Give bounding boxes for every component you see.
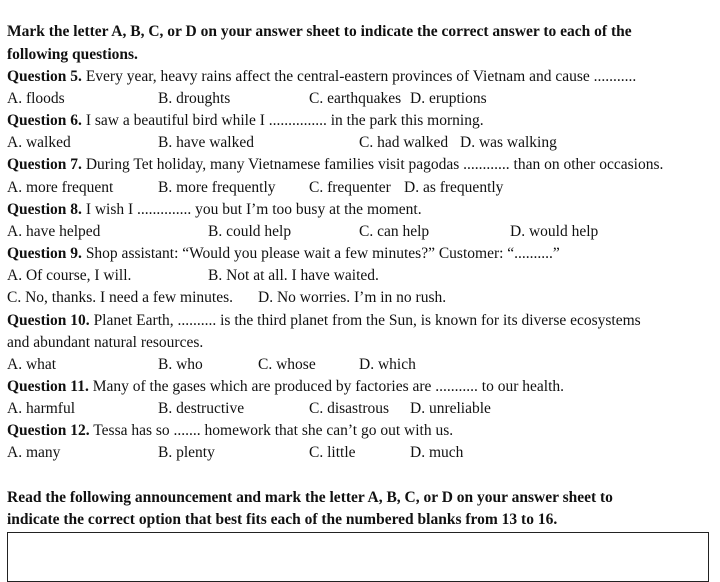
option-d: D. No worries. I’m in no rush. — [258, 289, 447, 306]
option-a: A. harmful — [7, 400, 76, 417]
option-c: C. No, thanks. I need a few minutes. — [7, 289, 233, 306]
option-b: B. Not at all. I have waited. — [208, 267, 379, 284]
section-instructions-line-1: Read the following announcement and mark the letter A, B, C, or D on your answer sheet to — [7, 489, 613, 506]
option-d: D. which — [359, 356, 416, 373]
section-instructions-line-2: indicate the correct option that best fits each of the numbered blanks from 13 to 16. — [7, 511, 558, 528]
option-b: B. more frequently — [158, 179, 276, 196]
option-c: C. whose — [258, 356, 316, 373]
option-c: C. disastrous — [309, 400, 390, 417]
option-a: A. walked — [7, 134, 71, 151]
question-11: Question 11. Many of the gases which are produced by factories are ........... to our health. — [7, 378, 564, 395]
option-b: B. destructive — [158, 400, 245, 417]
option-b: B. have walked — [158, 134, 254, 151]
option-d: D. eruptions — [410, 90, 487, 107]
instructions-line-1: Mark the letter A, B, C, or D on your answer sheet to indicate the correct answer to each of the — [7, 23, 632, 40]
option-c: C. earthquakes — [309, 90, 402, 107]
option-d: D. would help — [510, 223, 599, 240]
option-b: B. plenty — [158, 444, 215, 461]
instructions-line-2: following questions. — [7, 46, 138, 63]
option-c: C. frequenter — [309, 179, 391, 196]
option-c: C. little — [309, 444, 356, 461]
option-a: A. floods — [7, 90, 65, 107]
announcement-box — [7, 532, 709, 582]
option-a: A. what — [7, 356, 57, 373]
question-6: Question 6. I saw a beautiful bird while I ............... in the park this morning. — [7, 112, 484, 129]
option-a: A. many — [7, 444, 61, 461]
question-10-continued: and abundant natural resources. — [7, 334, 204, 351]
question-7: Question 7. During Tet holiday, many Vietnamese families visit pagodas ............ than on other occasions. — [7, 156, 664, 173]
question-10: Question 10. Planet Earth, .......... is the third planet from the Sun, is known for its diverse ecosystems — [7, 312, 641, 329]
option-b: B. who — [158, 356, 203, 373]
option-c: C. can help — [359, 223, 430, 240]
option-a: A. Of course, I will. — [7, 267, 132, 284]
option-a: A. have helped — [7, 223, 101, 240]
option-b: B. could help — [208, 223, 292, 240]
question-12: Question 12. Tessa has so ....... homework that she can’t go out with us. — [7, 422, 454, 439]
option-d: D. was walking — [460, 134, 557, 151]
option-c: C. had walked — [359, 134, 449, 151]
question-5: Question 5. Every year, heavy rains affect the central-eastern provinces of Vietnam and cause ........... — [7, 68, 637, 85]
option-d: D. unreliable — [410, 400, 491, 417]
question-9: Question 9. Shop assistant: “Would you please wait a few minutes?” Customer: “..........” — [7, 245, 560, 262]
option-d: D. as frequently — [404, 179, 504, 196]
option-d: D. much — [410, 444, 464, 461]
option-b: B. droughts — [158, 90, 231, 107]
option-a: A. more frequent — [7, 179, 114, 196]
question-8: Question 8. I wish I .............. you but I’m too busy at the moment. — [7, 201, 422, 218]
